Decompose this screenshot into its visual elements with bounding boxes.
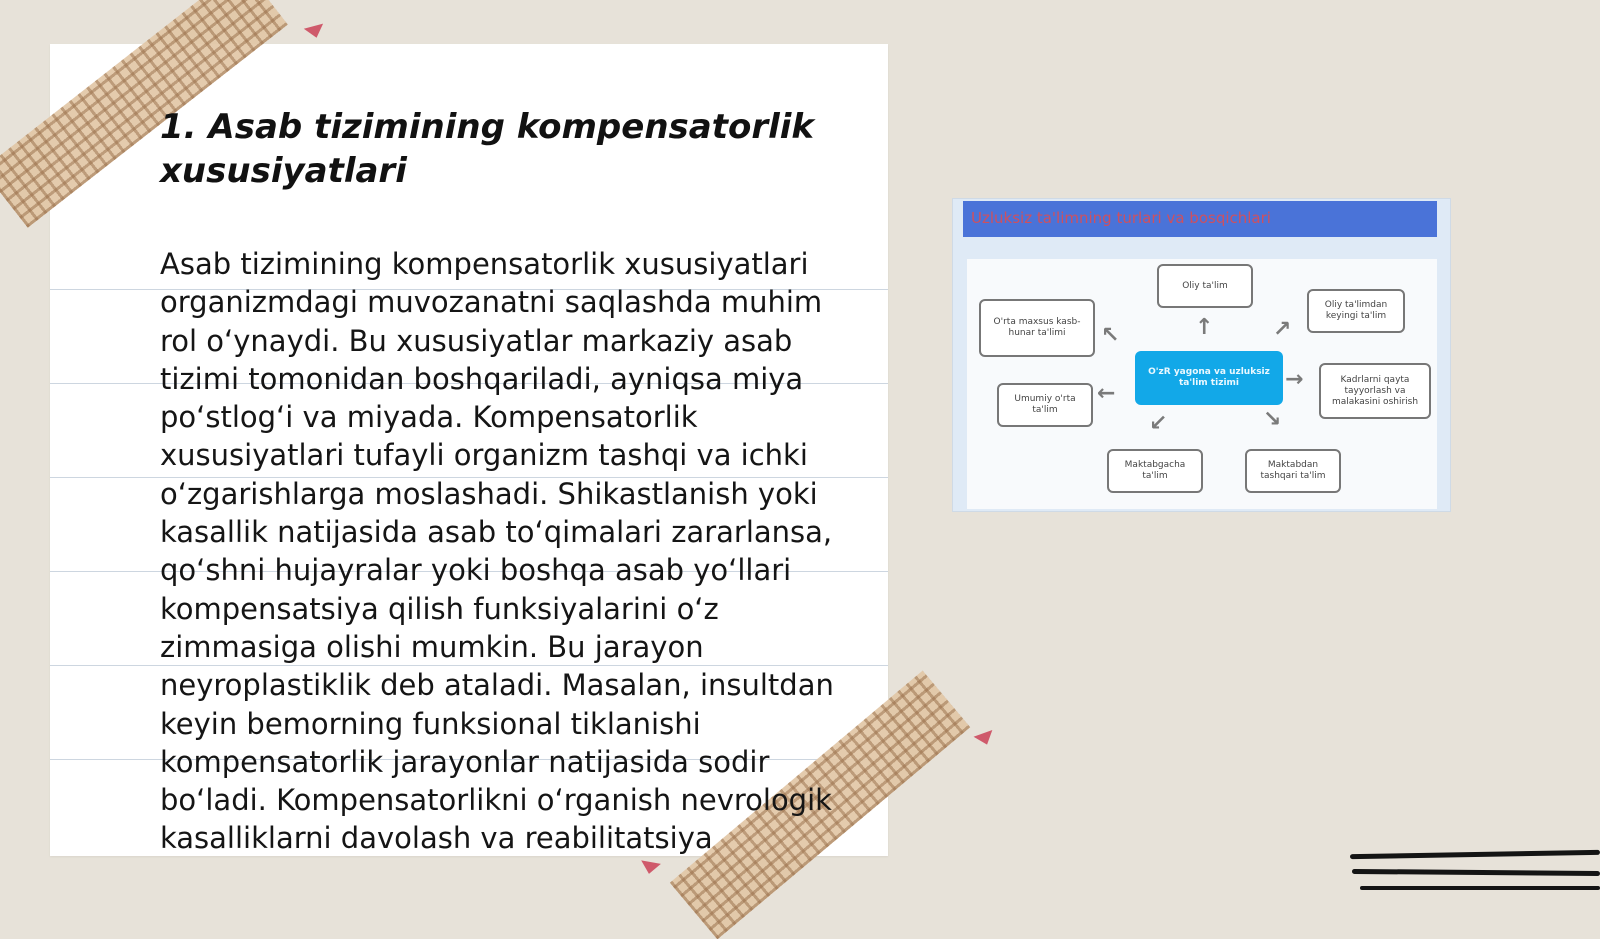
arrow-down-left-icon: ↙ xyxy=(1149,411,1168,436)
slide-body-text: Asab tizimining kompensatorlik xususiyatlari organizmdagi muvozanatni saqlashda muhim rol oʻynaydi. Bu xususiyatlar markaziy asab tizimi tomonidan boshqariladi, ayniqsa miya poʻstlogʻi va miyada. Kompensatorlik xususiyatlari tufayli organizm tashqi va ichki oʻzgarishlarga moslashadi. Shikastlanish yoki kasallik natijasida asab toʻqimalari zararlansa, qoʻshni hujayralar yoki boshqa asab yoʻllari kompensatsiya qilish funksiyalarini oʻz zimmasiga olishi mumkin. Bu jarayon neyroplastiklik deb ataladi. Masalan, insultdan keyin bemorning funksional tiklanishi kompensatorlik jarayonlar natijasida sodir boʻladi. Kompensatorlikni oʻrganish nevrologik kasalliklarni davolash va reabilitatsiya xyxy=(160,247,834,856)
diagram-banner-text: Uzluksiz ta'limning turlari va bosqichlari xyxy=(971,209,1271,227)
diagram-panel xyxy=(967,259,1437,509)
diagram-node: Umumiy o'rta ta'lim xyxy=(997,383,1093,427)
diagram-node: Oliy ta'limdan keyingi ta'lim xyxy=(1307,289,1405,333)
tape-pin-icon xyxy=(974,730,997,748)
decorative-stroke xyxy=(1360,886,1600,890)
tape-pin-icon xyxy=(304,24,326,41)
slide-heading: 1. Asab tizimining kompensatorlik xususiyatlari xyxy=(160,107,815,191)
arrow-right-icon: → xyxy=(1285,367,1304,392)
arrow-left-icon: ← xyxy=(1097,381,1116,406)
diagram-node: O'rta maxsus kasb-hunar ta'limi xyxy=(979,299,1095,357)
diagram-node: Maktabdan tashqari ta'lim xyxy=(1245,449,1341,493)
arrow-up-icon: ↑ xyxy=(1195,315,1214,340)
diagram-banner xyxy=(963,201,1437,237)
arrow-up-left-icon: ↖ xyxy=(1101,323,1120,348)
arrow-down-right-icon: ↘ xyxy=(1263,407,1282,432)
diagram-node: Oliy ta'lim xyxy=(1157,264,1253,308)
diagram-image xyxy=(952,198,1451,512)
diagram-node: Maktabgacha ta'lim xyxy=(1107,449,1203,493)
decorative-stroke xyxy=(1350,850,1600,859)
diagram-center-node: O'zR yagona va uzluksiz ta'lim tizimi xyxy=(1135,351,1283,405)
tape-pin-icon xyxy=(639,860,661,875)
arrow-up-right-icon: ↗ xyxy=(1273,317,1292,342)
decorative-stroke xyxy=(1352,869,1600,876)
diagram-node: Kadrlarni qayta tayyorlash va malakasini oshirish xyxy=(1319,363,1431,419)
